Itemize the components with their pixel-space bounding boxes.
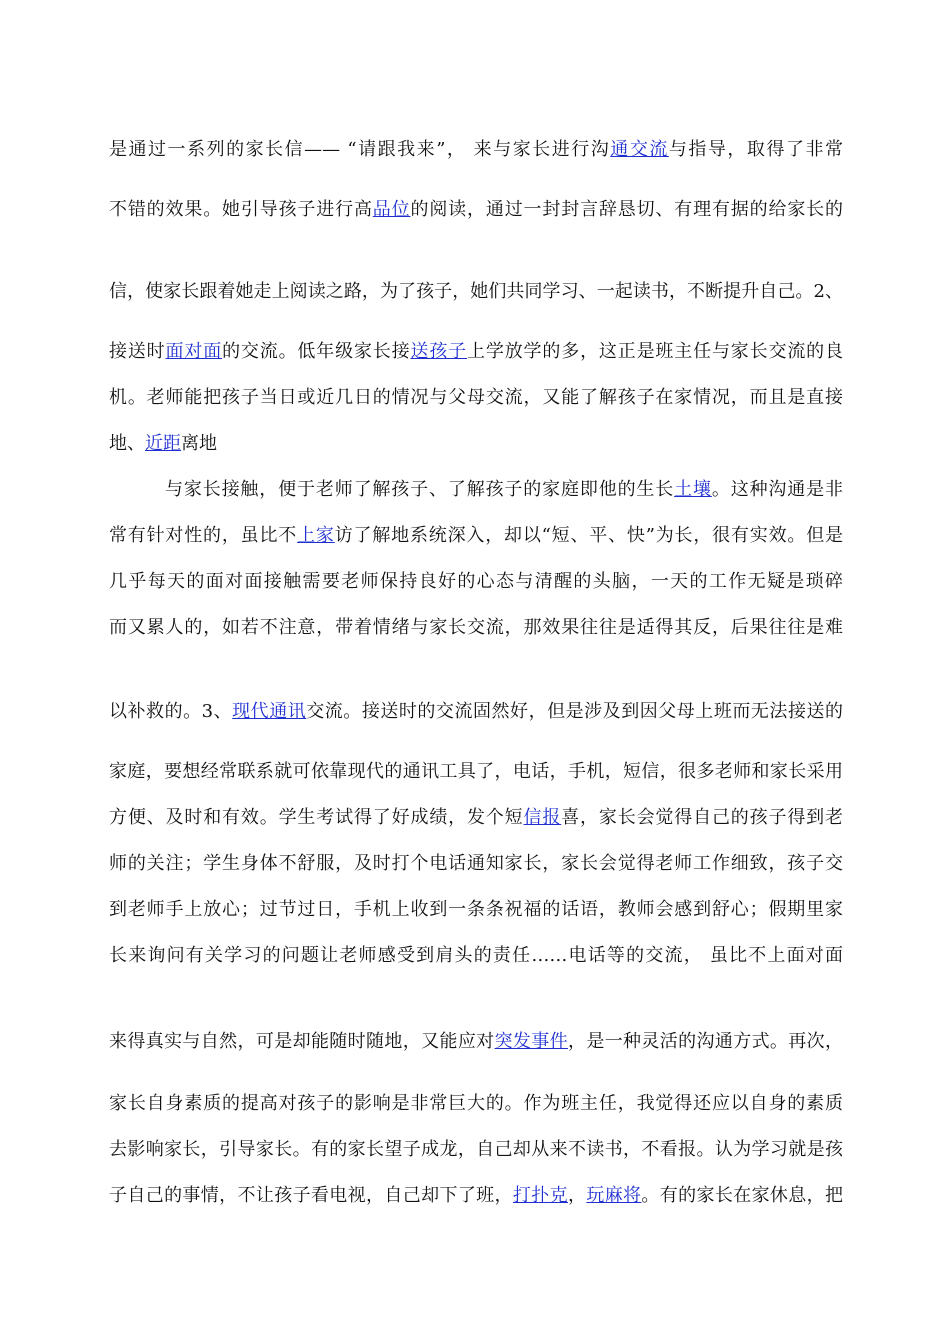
text-span: 几乎每天的面对面接触需要老师保持良好的心态与清醒的头脑，一天的工作无疑是琐碎 xyxy=(109,571,843,592)
text-line xyxy=(165,478,843,502)
text-span: ，是一种灵活的沟通方式。再次， xyxy=(567,1031,844,1052)
text-span: 地、 xyxy=(109,433,145,454)
link-xinbao[interactable]: 信报 xyxy=(523,807,562,828)
text-span: 机。老师能把孩子当日或近几日的情况与父母交流，又能了解孩子在家情况，而且是直接 xyxy=(109,387,843,408)
text-line xyxy=(109,198,843,222)
text-line xyxy=(109,432,843,456)
text-span: 子自己的事情，不让孩子看电视，自己却下了班， xyxy=(109,1185,513,1206)
link-tufa-shijian[interactable]: 突发事件 xyxy=(494,1031,568,1052)
text-span: 接送时 xyxy=(109,341,166,362)
text-span: 而又累人的，如若不注意，带着情绪与家长交流，那效果往往是适得其反，后果往往是难 xyxy=(109,617,843,638)
text-line xyxy=(109,386,843,410)
text-line xyxy=(109,340,843,364)
text-span: 访了解地系统深入，却以“短、平、快”为长，很有实效。但是 xyxy=(334,525,844,546)
text-line xyxy=(109,760,843,784)
text-line xyxy=(109,898,843,922)
text-span: 以补救的。3、 xyxy=(109,701,233,722)
text-span: 不错的效果。她引导孩子进行高 xyxy=(109,199,373,220)
text-span: 上学放学的多，这正是班主任与家长交流的良 xyxy=(467,341,844,362)
text-span: 。有的家长在家休息，把 xyxy=(641,1185,844,1206)
text-line xyxy=(109,700,843,724)
text-line xyxy=(109,1184,843,1208)
text-span: 来得真实与自然，可是却能随时随地，又能应对 xyxy=(109,1031,495,1052)
text-span: 到老师手上放心；过节过日，手机上收到一条条祝福的话语，教师会感到舒心；假期里家 xyxy=(109,899,843,920)
text-span: 离地 xyxy=(181,433,217,454)
link-xiandai-tongxun[interactable]: 现代通讯 xyxy=(232,701,307,722)
link-pinwei[interactable]: 品位 xyxy=(372,199,411,220)
text-span: 家长自身素质的提高对孩子的影响是非常巨大的。作为班主任，我觉得还应以自身的素质 xyxy=(109,1093,843,1114)
link-tong-jiaoliu[interactable]: 通交流 xyxy=(610,139,669,160)
text-span: 与家长接触，便于老师了解孩子、了解孩子的家庭即他的生长 xyxy=(165,479,675,500)
text-span: 的阅读，通过一封封言辞恳切、有理有据的给家长的 xyxy=(410,199,844,220)
link-wan-majiang[interactable]: 玩麻将 xyxy=(586,1185,642,1206)
text-line xyxy=(109,852,843,876)
text-line xyxy=(109,524,843,548)
link-song-haizi[interactable]: 送孩子 xyxy=(410,341,468,362)
text-span: 家庭，要想经常联系就可依靠现代的通讯工具了，电话，手机，短信，很多老师和家长采用 xyxy=(109,761,843,782)
text-span: 与指导，取得了非常 xyxy=(668,139,843,160)
text-span: 师的关注；学生身体不舒服，及时打个电话通知家长，家长会觉得老师工作细致，孩子交 xyxy=(109,853,843,874)
text-span: 方便、及时和有效。学生考试得了好成绩，发个短 xyxy=(109,807,524,828)
text-line xyxy=(109,616,843,640)
text-line xyxy=(109,944,843,968)
link-turang[interactable]: 土壤 xyxy=(674,479,712,500)
link-shangjia[interactable]: 上家 xyxy=(297,525,335,546)
link-jinju[interactable]: 近距 xyxy=(145,433,181,454)
text-line xyxy=(109,138,843,162)
text-line xyxy=(109,1092,843,1116)
text-span: 喜，家长会觉得自己的孩子得到老 xyxy=(561,807,844,828)
text-line xyxy=(109,570,843,594)
text-span: 交流。接送时的交流固然好，但是涉及到因父母上班而无法接送的 xyxy=(306,701,843,722)
text-span: 的交流。低年级家长接 xyxy=(222,341,411,362)
link-da-puke[interactable]: 打扑克 xyxy=(512,1185,568,1206)
text-span: 信，使家长跟着她走上阅读之路，为了孩子，她们共同学习、一起读书，不断提升自己。2、 xyxy=(109,281,843,302)
text-span: 去影响家长，引导家长。有的家长望子成龙，自己却从来不读书，不看报。认为学习就是孩 xyxy=(109,1139,843,1160)
link-mianduimian[interactable]: 面对面 xyxy=(165,341,223,362)
text-line xyxy=(109,1138,843,1162)
text-span: 是通过一系列的家长信—— “请跟我来”， 来与家长进行沟 xyxy=(109,139,611,160)
text-span: ， xyxy=(567,1185,587,1206)
text-span: 。这种沟通是非 xyxy=(711,479,844,500)
text-line xyxy=(109,1030,843,1054)
text-span: 长来询问有关学习的问题让老师感受到肩头的责任……电话等的交流， 虽比不上面对面 xyxy=(109,945,843,966)
text-line xyxy=(109,280,843,304)
text-line xyxy=(109,806,843,830)
text-span: 常有针对性的，虽比不 xyxy=(109,525,298,546)
